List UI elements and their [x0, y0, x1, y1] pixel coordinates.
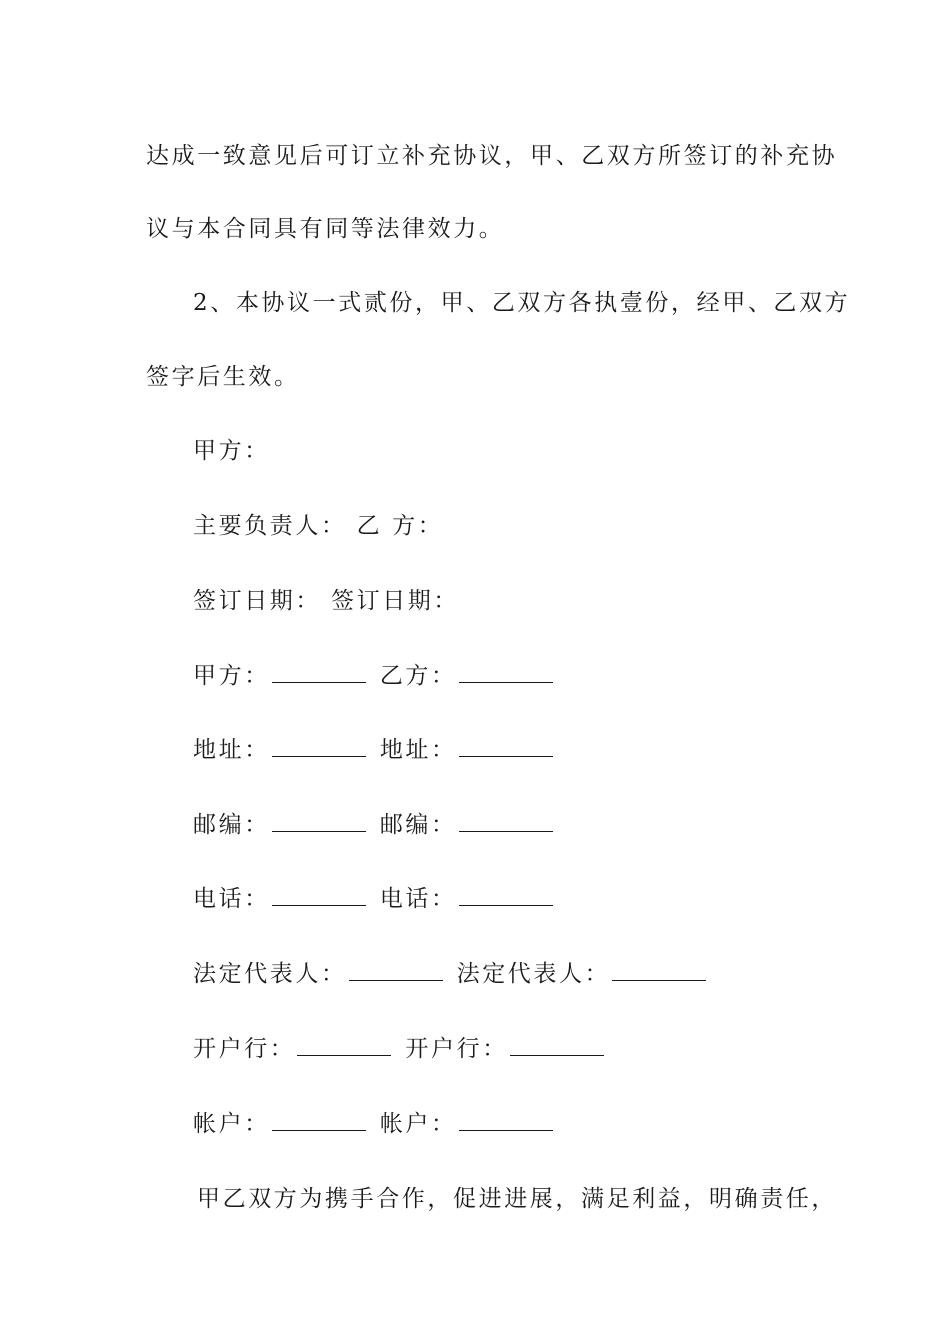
form-row-account-left-label: 帐户： [193, 1111, 270, 1137]
postcode-a-blank [272, 813, 366, 832]
form-row-address-right-label: 地址： [379, 737, 457, 763]
sign-date-b-label: 签订日期： [331, 588, 459, 614]
form-row-bank [193, 1034, 618, 1064]
phone-b-blank [459, 887, 553, 906]
form-row-address-left-label: 地址： [193, 737, 270, 763]
form-row-postcode-left-label: 邮编： [193, 812, 270, 838]
form-row-account [193, 1109, 567, 1139]
form-row-party-left-label: 甲方： [193, 663, 270, 689]
form-row-bank-right-label: 开户行： [405, 1036, 508, 1062]
form-row-account-right-label: 帐户： [379, 1111, 457, 1137]
form-row-phone [193, 884, 567, 914]
paragraph-2-line-2: 签字后生效。 [146, 364, 300, 390]
phone-a-blank [272, 887, 366, 906]
form-row-postcode-right-label: 邮编： [379, 812, 457, 838]
closing-paragraph-line: 甲乙双方为携手合作，促进进展，满足利益，明确责任， [197, 1186, 837, 1212]
sign-date-row [193, 586, 459, 616]
legal-rep-a-blank [349, 962, 443, 981]
paragraph-1-line-1: 达成一致意见后可订立补充协议，甲、乙双方所签订的补充协 [146, 143, 838, 169]
form-row-bank-left-label: 开户行： [193, 1036, 296, 1062]
address-b-blank [459, 738, 553, 757]
form-row-legal-rep-left-label: 法定代表人： [193, 961, 347, 987]
address-a-blank [272, 738, 366, 757]
account-b-blank [459, 1112, 553, 1131]
form-row-postcode [193, 810, 567, 840]
postcode-b-blank [459, 813, 553, 832]
party-b-blank [459, 664, 553, 683]
party-a-blank [272, 664, 366, 683]
form-row-party [193, 661, 567, 691]
principal-row [193, 511, 443, 541]
form-row-party-right-label: 乙方： [379, 663, 457, 689]
form-row-phone-left-label: 电话： [193, 886, 270, 912]
form-row-legal-rep [193, 959, 720, 989]
party-b-label: 乙 方： [356, 513, 444, 539]
legal-rep-b-blank [612, 962, 706, 981]
sign-date-a-label: 签订日期： [193, 588, 321, 614]
account-a-blank [272, 1112, 366, 1131]
form-row-address [193, 735, 567, 765]
form-row-phone-right-label: 电话： [379, 886, 457, 912]
bank-b-blank [510, 1037, 604, 1056]
party-a-label: 甲方： [193, 438, 270, 464]
bank-a-blank [297, 1037, 391, 1056]
form-row-legal-rep-right-label: 法定代表人： [456, 961, 611, 987]
paragraph-2-line-1: 2、本协议一式贰份，甲、乙双方各执壹份，经甲、乙双方 [193, 290, 851, 316]
principal-label: 主要负责人： [193, 513, 347, 539]
paragraph-1-line-2: 议与本合同具有同等法律效力。 [146, 216, 505, 242]
